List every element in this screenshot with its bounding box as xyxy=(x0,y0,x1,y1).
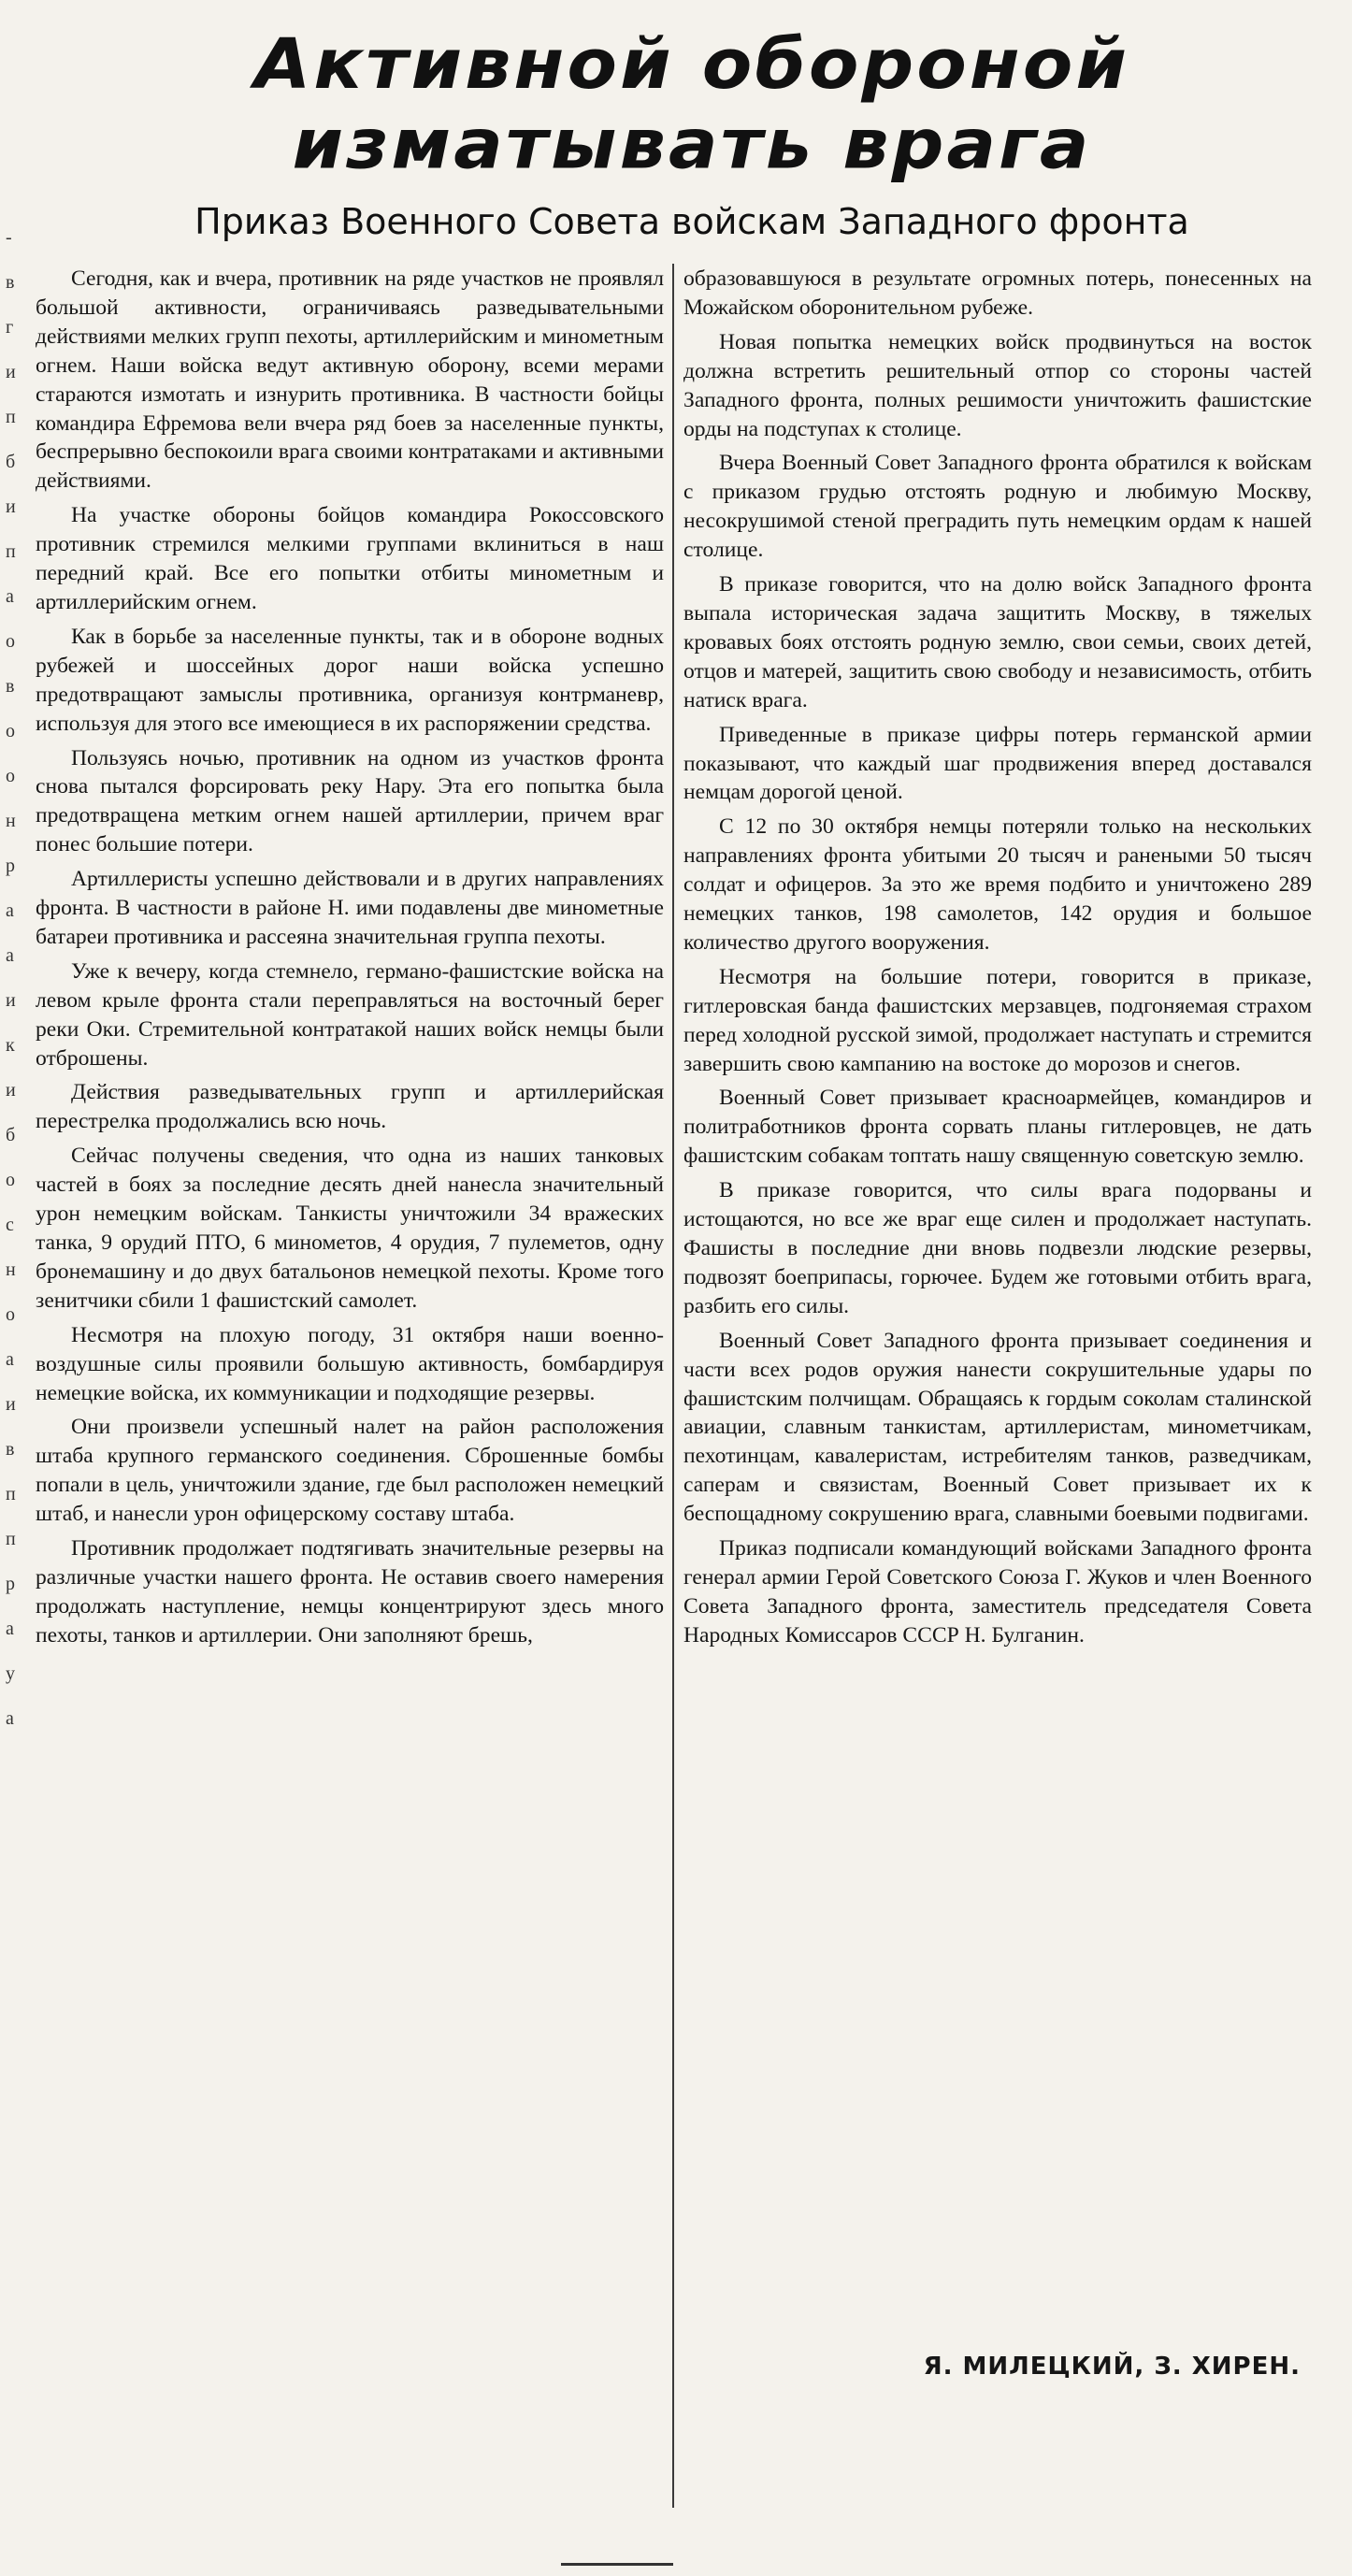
paragraph: Приказ подписали командующий войсками Западного фронта генерал армии Герой Советского Союза Г. Жуков и член Военного Совета Западного фронта, заместитель председателя Совета Народных Комиссаров СССР Н. Булганин. xyxy=(683,1536,1312,1648)
paragraph: Новая попытка немецких войск продвинуться на восток должна встретить решительный отпор со стороны частей Западного фронта, полных решимости уничтожить фашистские орды на подступах к столице. xyxy=(683,329,1312,441)
column-divider xyxy=(672,264,674,2508)
headline xyxy=(37,25,1346,185)
paragraph: На участке обороны бойцов командира Рокоссовского противник стремился мелкими группами вклиниться в наш передний край. Все его попытки отбиты минометным и артиллерийским огнем. xyxy=(36,503,664,614)
headline-line-1: Активной обороной xyxy=(253,24,1129,105)
bottom-rule xyxy=(561,2563,673,2566)
paragraph: Вчера Военный Совет Западного фронта обратился к войскам с приказом грудью отстоять родную и любимую Москву, несокрушимой стеной преградить путь немецким ордам к нашей столице. xyxy=(683,451,1312,563)
paragraph: Как в борьбе за населенные пункты, так и в обороне водных рубежей и шоссейных дорог наши войска успешно предотвращают замыслы противника, организуя контрманевр, используя для этого все имеющиеся в их распоряжении средства. xyxy=(36,624,664,736)
paragraph: Уже к вечеру, когда стемнело, германо-фашистские войска на левом крыле фронта стали переправляться на восточный берег реки Оки. Стремительной контратакой наших войск немцы были отброшены. xyxy=(36,958,664,1071)
paragraph-continued: образовавшуюся в результате огромных потерь, понесенных на Можайском оборонительном рубеже. xyxy=(683,266,1312,320)
article-column-right xyxy=(683,265,1312,2303)
paragraph: В приказе говорится, что силы врага подорваны и истощаются, но все же враг еще силен и продолжает наступать. Фашисты в последние дни вновь подвезли людские резервы, подвозят боеприпасы, горючее. Будем же готовыми отбить врага, разбить его силы. xyxy=(683,1178,1312,1318)
paragraph: Несмотря на большие потери, говорится в приказе, гитлеровская банда фашистских мерзавцев, подгоняемая страхом перед холодной русской зимой, продолжает наступать и стремится завершить свою кампанию на востоке до морозов и снегов. xyxy=(683,964,1312,1076)
paragraph: Они произвели успешный налет на район расположения штаба крупного германского соединения. Сброшенные бомбы попали в цель, уничтожили здание, где был расположен немецкий штаб, и нанесли урон офицерскому составу штаба. xyxy=(36,1415,664,1527)
author-byline: Я. МИЛЕЦКИЙ, З. ХИРЕН. xyxy=(923,2353,1301,2381)
subheadline: Приказ Военного Совета войскам Западного фронта xyxy=(194,201,1189,242)
paragraph: Приведенные в приказе цифры потерь германской армии показывают, что каждый шаг продвижения вперед доставался немцам дорогой ценой. xyxy=(683,722,1312,805)
paragraph: Военный Совет Западного фронта призывает соединения и части всех родов оружия нанести сокрушительные удары по фашистским полчищам. Обращаясь к гордым соколам сталинской авиации, славным танкистам, артиллеристам, минометчикам, пехотинцам, кавалеристам, истребителям танков, разведчикам, саперам и связистам, Военный Совет призывает их к беспощадному сокрушению врага, славными боевыми подвигами. xyxy=(683,1328,1312,1527)
article-column-left xyxy=(36,265,664,2555)
paragraph: С 12 по 30 октября немцы потеряли только на нескольких направлениях фронта убитыми 20 тысяч и ранеными 50 тысяч солдат и офицеров. За это же время подбито и уничтожено 289 немецких танков, 198 самолетов, 142 орудия и большое количество другого вооружения. xyxy=(683,814,1312,955)
paragraph: Действия разведывательных групп и артиллерийская перестрелка продолжались всю ночь. xyxy=(36,1080,664,1134)
paragraph: Противник продолжает подтягивать значительные резервы на различные участки нашего фронта. Не оставив своего намерения продолжать наступление, немцы концентрируют здесь много пехоты, танков и артиллерии. Они заполняют брешь, xyxy=(36,1536,664,1648)
paragraph: Артиллеристы успешно действовали и в других направлениях фронта. В частности в районе Н. ими подавлены две минометные батареи противника и рассеяна значительная группа пехоты. xyxy=(36,867,664,949)
paragraph: Сегодня, как и вчера, противник на ряде участков не проявлял большой активности, ограничиваясь разведывательными действиями мелких групп пехоты, артиллерийским и минометным огнем. Наши войска ведут активную оборону, всеми мерами стараются измотать и изнурить противника. В частности бойцы командира Ефремова вели вчера ряд боев за населенные пункты, беспрерывно беспокоили врага своими контратаками и активными действиями. xyxy=(36,266,664,494)
paragraph: Сейчас получены сведения, что одна из наших танковых частей в боях за последние десять дней нанесла значительный урон немецким войскам. Танкисты уничтожили 34 вражеских танка, 9 орудий ПТО, 6 минометов, 4 орудия, 7 пулеметов, одну бронемашину и до двух батальонов немецкой пехоты. Кроме того зенитчики сбили 1 фашистский самолет. xyxy=(36,1144,664,1313)
paragraph: Военный Совет призывает красноармейцев, командиров и политработников фронта сорвать планы гитлеровцев, не дать фашистским собакам топтать нашу священную советскую землю. xyxy=(683,1086,1312,1169)
cropped-neighbor-column-letters: - в г и п б и п а о в о о н р а а и к и б о с н о а и в п п р а у а xyxy=(6,227,16,1729)
paragraph: В приказе говорится, что на долю войск Западного фронта выпала историческая задача защитить Москву, в тяжелых кровавых боях отстоять родную землю, свои семьи, своих детей, отцов и матерей, защитить свою свободу и независимость, отбить натиск врага. xyxy=(683,572,1312,712)
paragraph: Несмотря на плохую погоду, 31 октября наши военно-воздушные силы проявили большую активность, бомбардируя немецкие войска, их коммуникации и подходящие резервы. xyxy=(36,1322,664,1405)
headline-line-2: изматывать врага xyxy=(292,105,1092,185)
paragraph: Пользуясь ночью, противник на одном из участков фронта снова пытался форсировать реку Нару. Эта его попытка была предотвращена метким огнем нашей артиллерии, причем враг понес большие потери. xyxy=(36,745,664,857)
